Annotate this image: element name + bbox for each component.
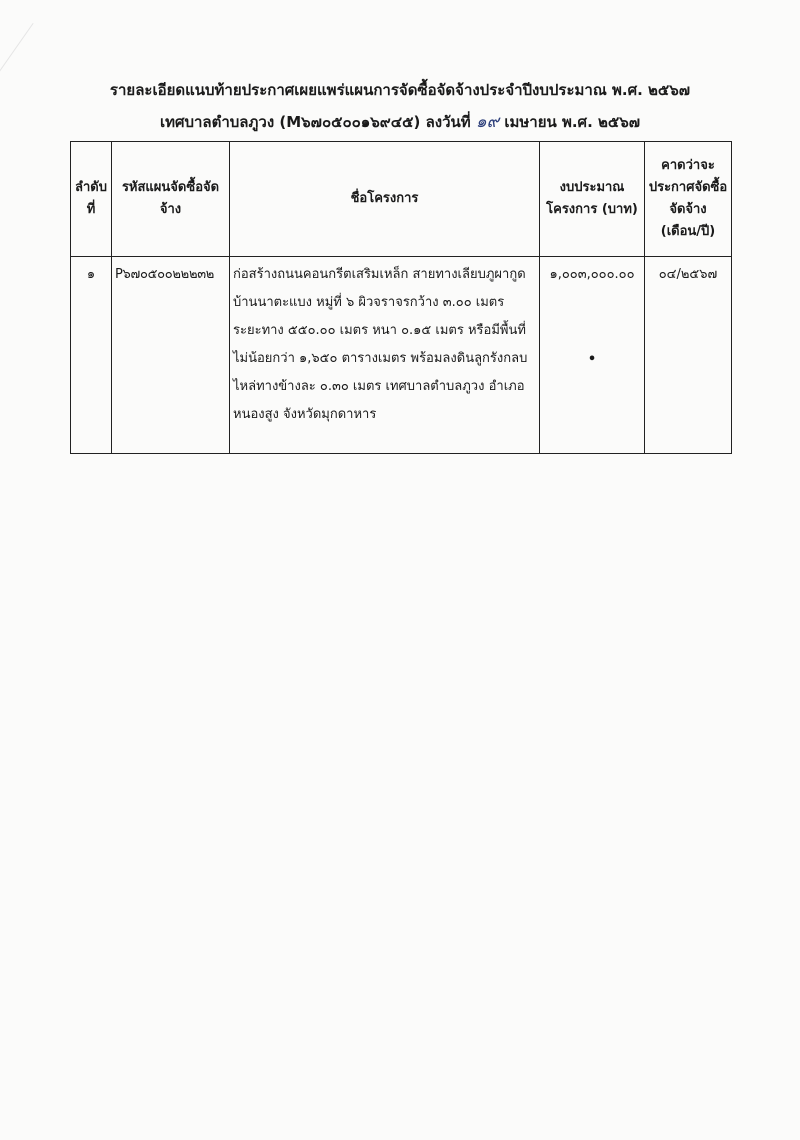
budget-mark: • <box>587 352 597 367</box>
column-header-code: รหัสแผนจัดซื้อจัดจ้าง <box>112 142 230 257</box>
handwritten-day: ๑๙ <box>475 112 500 132</box>
document-title <box>0 78 800 102</box>
cell-project-name: ก่อสร้างถนนคอนกรีตเสริมเหล็ก สายทางเลียบภูผากูด บ้านนาตะแบง หมู่ที่ ๖ ผิวจราจรกว้าง ๓.๐๐ เมตร ระยะทาง ๕๕๐.๐๐ เมตร หนา ๐.๑๕ เมตร หรือมีพื้นที่ไม่น้อยกว่า ๑,๖๕๐ ตารางเมตร พร้อมลงดินลูกรังกลบไหล่ทางข้างละ ๐.๓๐ เมตร เทศบาลตำบลภูวง อำเภอหนองสูง จังหวัดมุกดาหาร <box>230 257 540 454</box>
cell-budget <box>540 257 645 454</box>
cell-code: P๖๗๐๕๐๐๒๒๒๓๒ <box>112 257 230 454</box>
table-header-row <box>71 142 732 257</box>
column-header-month: คาดว่าจะประกาศจัดซื้อจัดจ้าง (เดือน/ปี) <box>645 142 732 257</box>
procurement-plan-table <box>70 141 732 454</box>
subtitle-suffix: เมษายน พ.ศ. ๒๕๖๗ <box>504 113 641 131</box>
table-row <box>71 257 732 454</box>
cell-month: ๐๔/๒๕๖๗ <box>645 257 732 454</box>
budget-value: ๑,๐๐๓,๐๐๐.๐๐ <box>549 267 635 282</box>
column-header-name: ชื่อโครงการ <box>230 142 540 257</box>
column-header-no: ลำดับที่ <box>71 142 112 257</box>
title-line1: รายละเอียดแนบท้ายประกาศเผยแพร่แผนการจัดซื้อจัดจ้างประจำปีงบประมาณ พ.ศ. ๒๕๖๗ <box>109 81 691 99</box>
cell-no: ๑ <box>71 257 112 454</box>
column-header-budget: งบประมาณโครงการ (บาท) <box>540 142 645 257</box>
document-subtitle <box>0 108 800 135</box>
subtitle-prefix: เทศบาลตำบลภูวง (M๖๗๐๕๐๐๑๖๙๔๕) ลงวันที่ <box>159 113 471 131</box>
